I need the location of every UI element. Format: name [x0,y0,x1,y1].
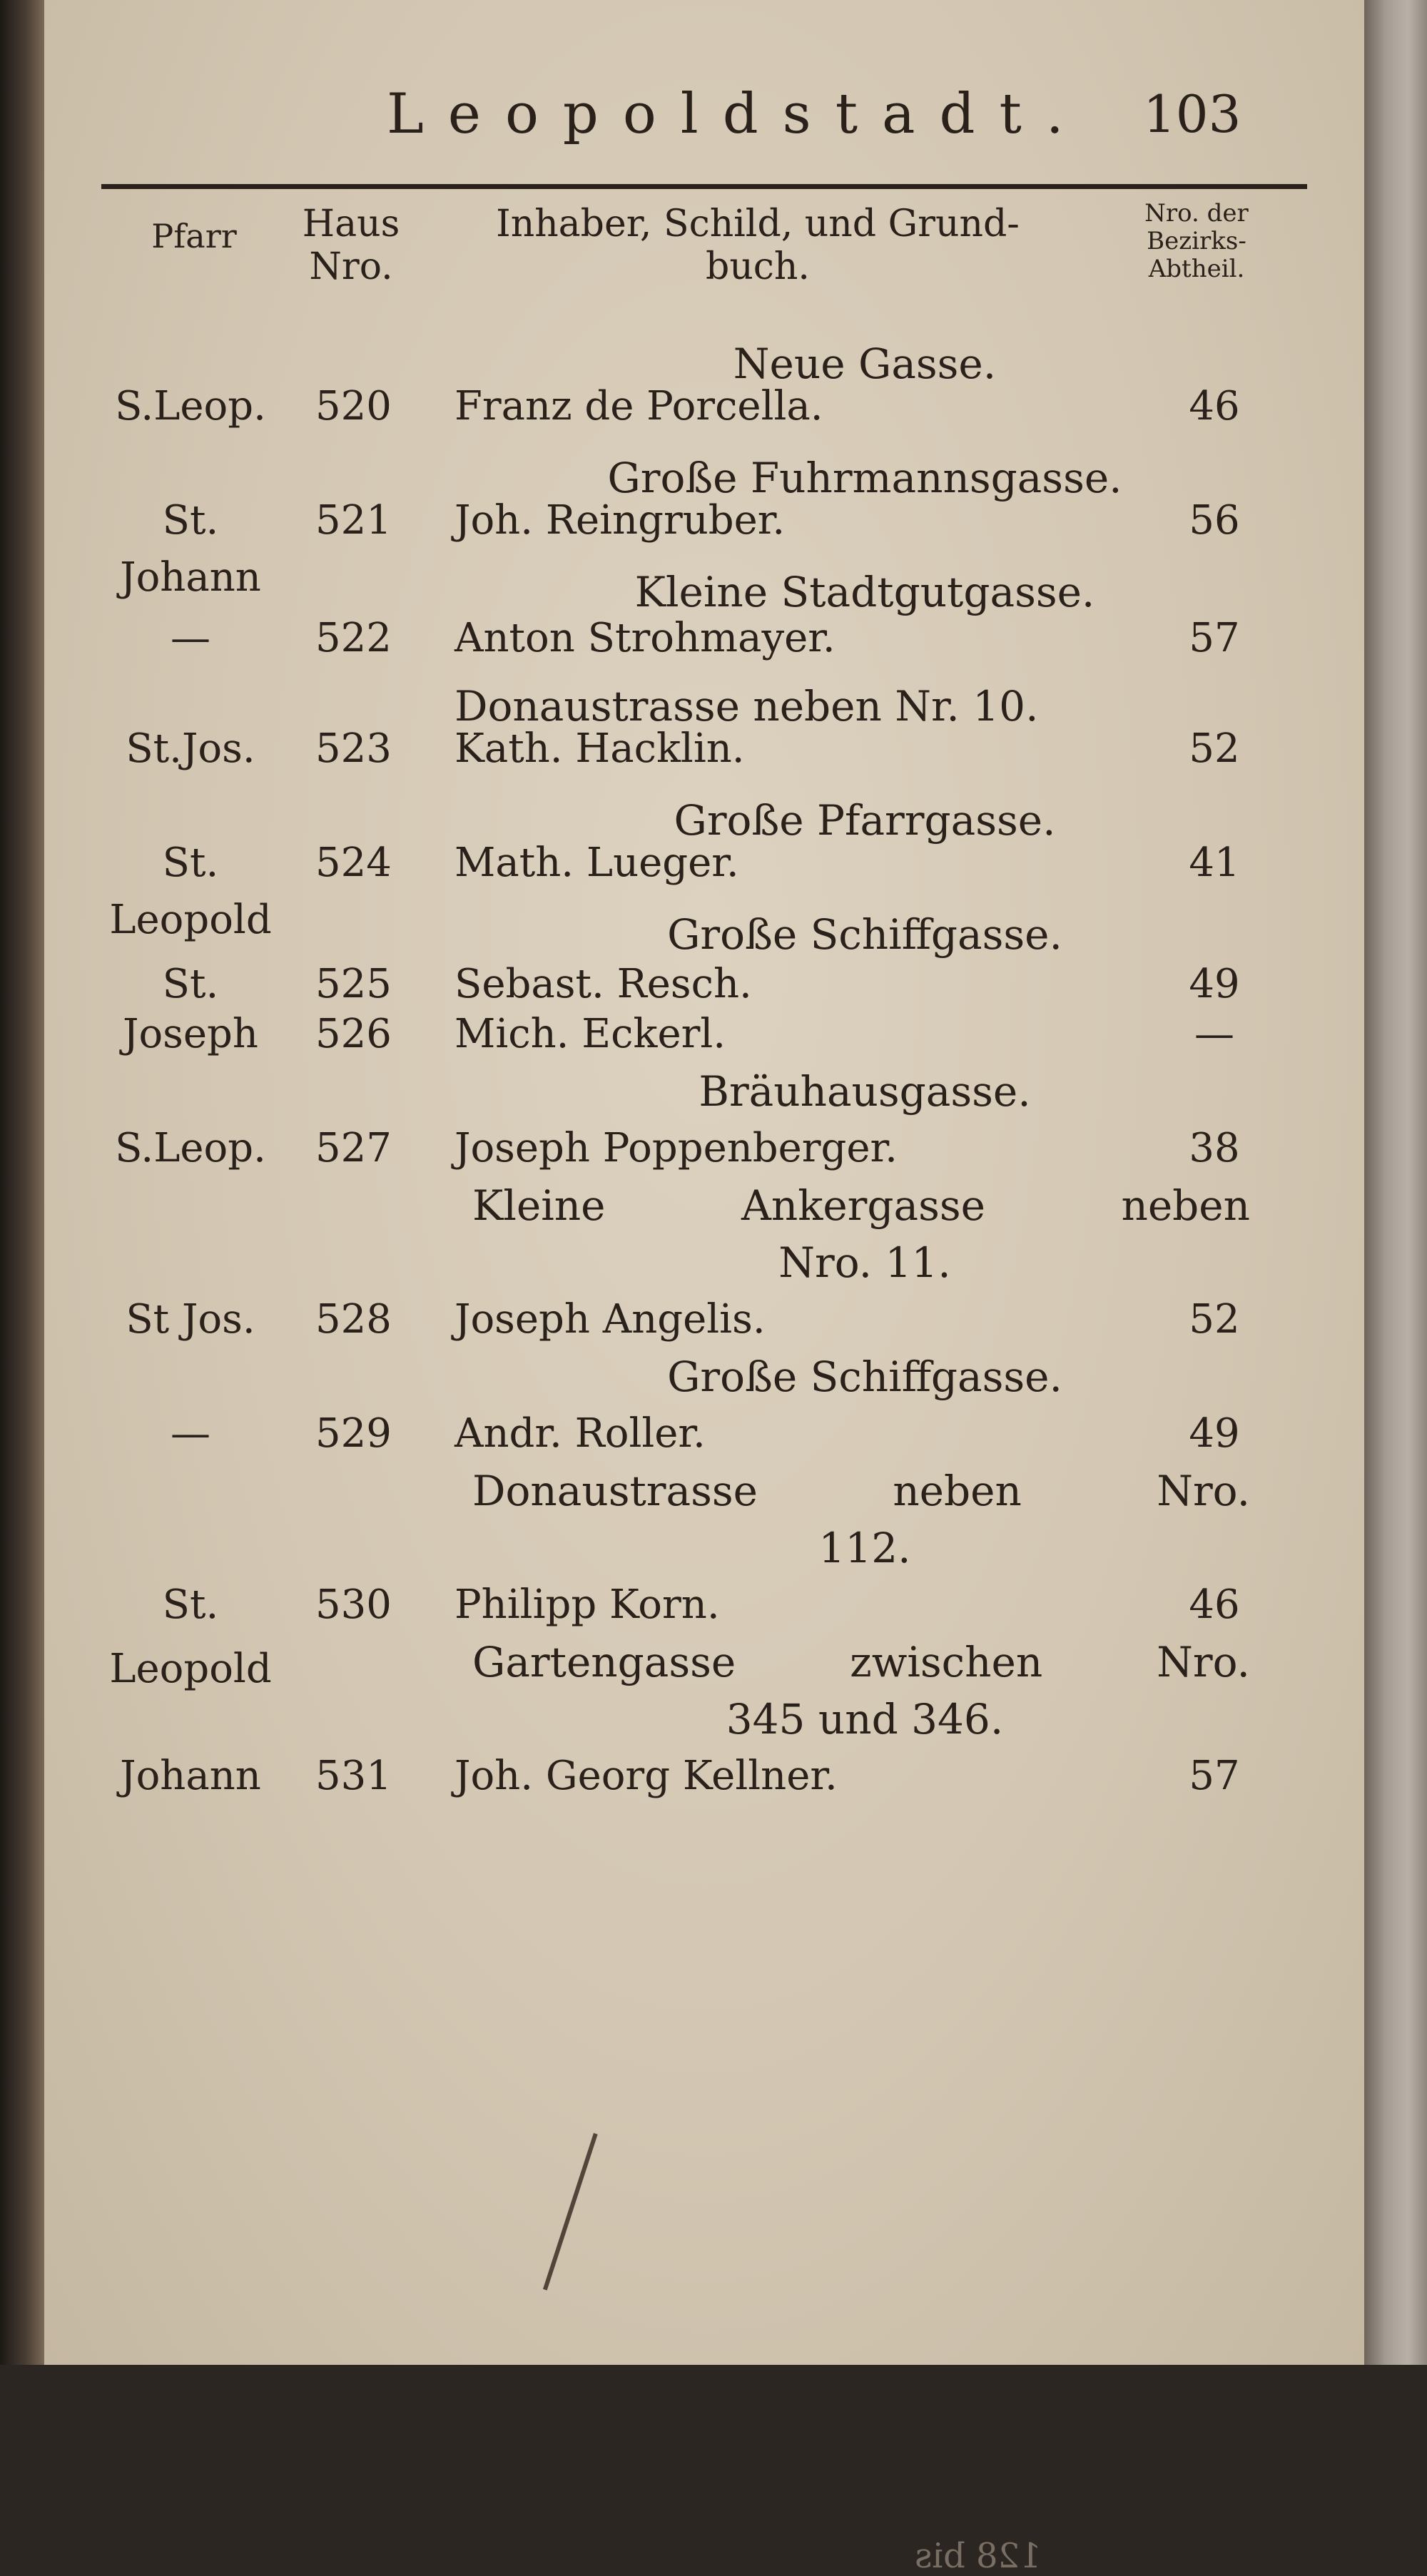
owner-cell: Franz de Porcella. [454,383,823,429]
table-row [44,610,1364,667]
street-heading: Kleine Ankergasse neben [472,1181,1250,1230]
street-heading: Große Fuhrmannsgasse. [607,454,1122,502]
street-heading: Bräuhausgasse. [699,1067,1031,1116]
column-header-nro-line2: Bezirks- [1147,227,1246,256]
pfarr-cell: Leopold [109,1646,272,1692]
haus-number-cell: 527 [315,1125,392,1171]
book-page [44,0,1364,2576]
running-title: Leopoldstadt. [387,82,1088,146]
haus-number-cell: 524 [315,840,392,886]
pfarr-cell: St Jos. [126,1296,255,1343]
street-heading: Donaustrasse neben Nr. 10. [454,682,1039,730]
district-number-cell: 52 [1189,1296,1240,1343]
table-row [44,1577,1364,1634]
owner-cell: Joh. Reingruber. [454,497,786,544]
table-row [44,1405,1364,1462]
street-heading: Donaustrasse neben Nro. [472,1467,1250,1515]
street-heading: Große Schiffgasse. [667,1353,1062,1401]
owner-cell: Sebast. Resch. [454,961,752,1007]
haus-number-cell: 525 [315,961,392,1007]
district-number-cell: 57 [1189,615,1240,661]
haus-number-cell: 531 [315,1753,392,1799]
column-header-nro-line3: Abtheil. [1148,255,1245,284]
district-number-cell: 46 [1189,383,1240,429]
column-header-haus-line1: Haus [302,203,400,245]
pfarr-cell: S.Leop. [115,1125,266,1171]
owner-cell: Andr. Roller. [454,1410,706,1457]
haus-number-cell: 523 [315,726,392,772]
column-header-nro-line1: Nro. der [1144,199,1249,228]
district-number-cell: 49 [1189,961,1240,1007]
street-heading: Große Pfarrgasse. [674,796,1056,845]
district-number-cell: 52 [1189,726,1240,772]
owner-cell: Math. Lueger. [454,840,739,886]
table-row [44,721,1364,778]
pfarr-cell: St. [162,840,219,886]
owner-cell: Joh. Georg Kellner. [454,1753,838,1799]
district-number-cell: 41 [1189,840,1240,886]
district-number-cell: 49 [1189,1410,1240,1457]
haus-number-cell: 522 [315,615,392,661]
pfarr-cell: St. [162,497,219,544]
pfarr-cell: Leopold [109,897,272,943]
street-heading: 345 und 346. [726,1695,1004,1743]
pfarr-cell: — [171,615,210,661]
table-row [44,1291,1364,1348]
table-row [44,549,1364,606]
page-number: 103 [1143,84,1241,144]
pfarr-cell: St. [162,1582,219,1628]
page-edge [1364,0,1427,2365]
street-heading: Kleine Stadtgutgasse. [634,568,1095,616]
register-table [44,0,1364,2365]
haus-number-cell: 521 [315,497,392,544]
column-header-haus-line2: Nro. [309,245,393,288]
table-row [44,492,1364,549]
street-heading: 112. [818,1524,911,1572]
haus-number-cell: 526 [315,1011,392,1057]
pfarr-cell: St. [162,961,219,1007]
table-row [44,378,1364,435]
haus-number-cell: 528 [315,1296,392,1343]
street-heading: Große Schiffgasse. [667,910,1062,959]
haus-number-cell: 520 [315,383,392,429]
table-row [44,1641,1364,1698]
owner-cell: Anton Strohmayer. [454,615,836,661]
district-number-cell: 46 [1189,1582,1240,1628]
street-heading: Gartengasse zwischen Nro. [472,1638,1250,1686]
table-row [44,956,1364,1013]
haus-number-cell: 530 [315,1582,392,1628]
pfarr-cell: Johann [120,1753,261,1799]
owner-cell: Philipp Korn. [454,1582,720,1628]
pfarr-cell: S.Leop. [115,383,266,429]
district-number-cell: — [1194,1011,1234,1057]
table-row [44,892,1364,949]
book-gutter [0,0,44,2365]
street-heading: Neue Gasse. [733,340,997,388]
pfarr-cell: Joseph [123,1011,258,1057]
district-number-cell: 57 [1189,1753,1240,1799]
owner-cell: Kath. Hacklin. [454,726,745,772]
table-row [44,835,1364,892]
owner-cell: Joseph Angelis. [454,1296,766,1343]
street-heading: Nro. 11. [778,1238,951,1287]
pfarr-cell: St.Jos. [126,726,255,772]
bleed-through-text: 128 bis [915,2536,1042,2576]
haus-number-cell: 529 [315,1410,392,1457]
pfarr-cell: — [171,1410,210,1457]
column-header-pfarr-text: Pfarr [151,217,237,255]
table-row [44,1120,1364,1177]
district-number-cell: 56 [1189,497,1240,544]
column-header-inhaber-line2: buch. [706,245,810,288]
district-number-cell: 38 [1189,1125,1240,1171]
pfarr-cell: Johann [120,554,261,601]
owner-cell: Mich. Eckerl. [454,1011,726,1057]
column-header-inhaber-line1: Inhaber, Schild, und Grund- [496,203,1020,245]
owner-cell: Joseph Poppenberger. [454,1125,898,1171]
table-row [44,1006,1364,1063]
table-row [44,1748,1364,1805]
